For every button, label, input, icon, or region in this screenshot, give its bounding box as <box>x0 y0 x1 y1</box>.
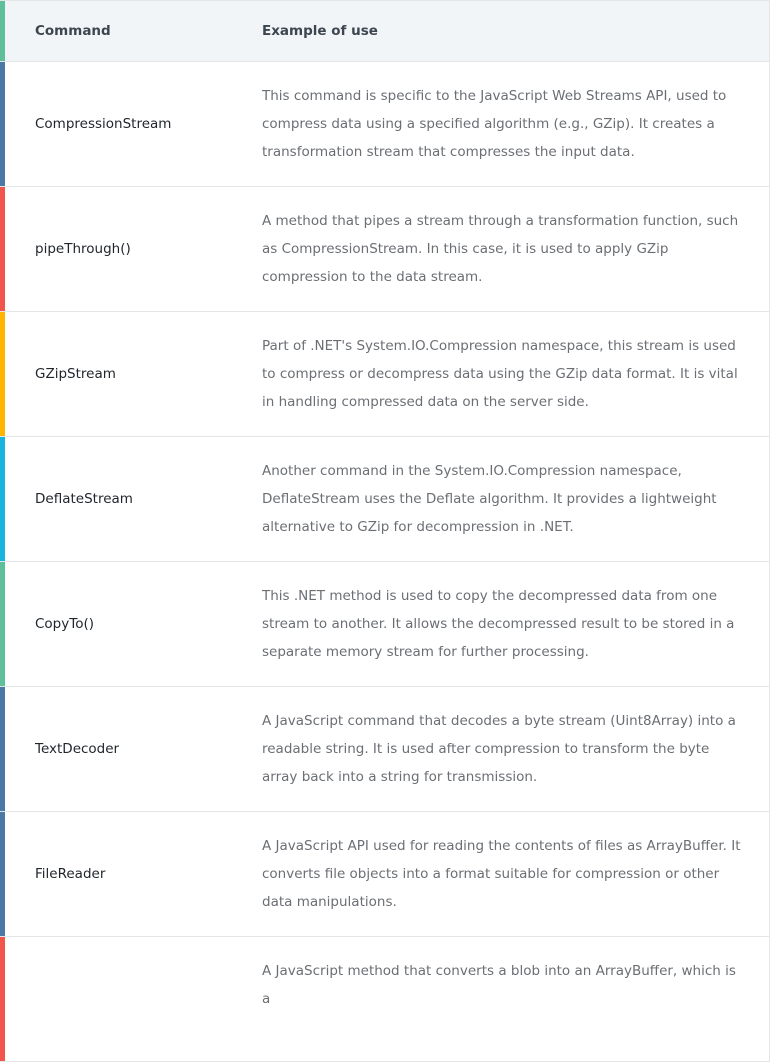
command-cell: FileReader <box>35 866 106 882</box>
example-cell: A JavaScript command that decodes a byte stream (Uint8Array) into a readable string. It is used after compression to transform the byte array back into a string for transmission. <box>262 713 736 785</box>
table-row <box>0 62 770 187</box>
command-cell: GZipStream <box>35 366 116 382</box>
command-cell: pipeThrough() <box>35 241 131 257</box>
row-accent-bar <box>0 437 5 561</box>
row-accent-bar <box>0 562 5 686</box>
example-cell: A JavaScript method that converts a blob into an ArrayBuffer, which is a <box>262 963 736 1007</box>
row-accent-bar <box>0 312 5 436</box>
row-accent-bar <box>0 812 5 936</box>
table-row <box>0 812 770 937</box>
table-row <box>0 687 770 812</box>
row-accent-bar <box>0 687 5 811</box>
column-header-example: Example of use <box>262 23 378 39</box>
example-cell: A JavaScript API used for reading the contents of files as ArrayBuffer. It converts file objects into a format suitable for compression or other data manipulations. <box>262 838 741 910</box>
row-accent-bar <box>0 187 5 311</box>
table-row <box>0 437 770 562</box>
table-header-row <box>0 0 770 62</box>
example-cell: A method that pipes a stream through a transformation function, such as CompressionStream. In this case, it is used to apply GZip compression to the data stream. <box>262 213 739 285</box>
command-cell: TextDecoder <box>35 741 120 757</box>
column-header-command: Command <box>35 23 111 39</box>
example-cell: Another command in the System.IO.Compression namespace, DeflateStream uses the Deflate algorithm. It provides a lightweight alternative to GZip for decompression in .NET. <box>262 463 717 535</box>
row-accent-bar <box>0 62 5 186</box>
table-row <box>0 312 770 437</box>
example-cell: This command is specific to the JavaScript Web Streams API, used to compress data using a specified algorithm (e.g., GZip). It creates a transformation stream that compresses the input data. <box>262 88 727 160</box>
command-cell: DeflateStream <box>35 491 133 507</box>
table-row <box>0 562 770 687</box>
example-cell: Part of .NET's System.IO.Compression namespace, this stream is used to compress or decompress data using the GZip data format. It is vital in handling compressed data on the server side. <box>262 338 738 410</box>
table-row <box>0 937 770 1062</box>
row-accent-bar <box>0 937 5 1061</box>
row-accent-bar <box>0 1 5 61</box>
command-cell: CompressionStream <box>35 116 172 132</box>
table-row <box>0 187 770 312</box>
command-cell: CopyTo() <box>35 616 94 632</box>
example-cell: This .NET method is used to copy the decompressed data from one stream to another. It allows the decompressed result to be stored in a separate memory stream for further processing. <box>262 588 735 660</box>
